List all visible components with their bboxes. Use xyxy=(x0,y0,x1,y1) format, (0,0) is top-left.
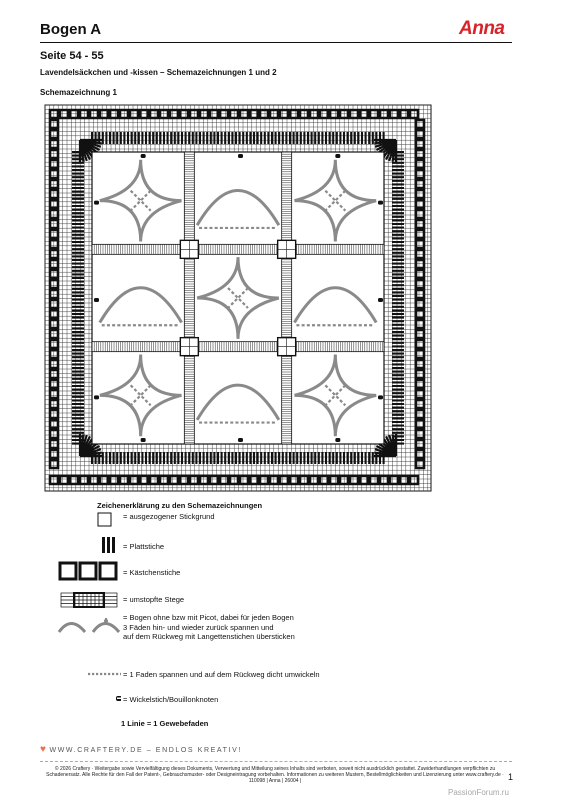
legend-title: Zeichenerklärung zu den Schemazeichnungen xyxy=(97,501,263,510)
legend-text-arch: = Bogen ohne bzw mit Picot, dabei für jeden Bogen 3 Fäden hin- und wieder zurück spannen und auf dem Rückweg mit Langettenstichen übersticken xyxy=(123,613,295,641)
footer-divider xyxy=(40,761,512,762)
schema-bullion-knot-02 xyxy=(94,201,99,205)
watermark: PassionForum.ru xyxy=(448,788,509,797)
legend-note: 1 Linie = 1 Gewebefaden xyxy=(121,719,209,728)
schema-bullion-knot-00 xyxy=(141,154,146,158)
anna-logo: Anna xyxy=(459,18,505,39)
brand-line xyxy=(40,744,242,755)
schema-bullion-knot-20 xyxy=(335,154,340,158)
legend-text-wrapped: = 1 Faden spannen und auf dem Rückweg dicht umwickeln xyxy=(123,670,320,679)
schema-bullion-knot-13 xyxy=(378,298,383,302)
legend-text-ground: = ausgezogener Stickgrund xyxy=(123,512,215,521)
copyright-notice: © 2026 Craftery · Weitergabe sowie Vervielfältigung dieses Dokuments, Verwertung und Mitteilung seines Inhalts sind verboten, soweit nicht ausdrücklich gestattet. Zuwiderhandlungen verpflichten zu Schadenersatz. Alle Rechte für den Fall der Patent-, Gebrauchsmuster- oder Designeintragung vorbehalten. Informationen zu weiteren Mustern, Bestellmöglichkeiten und Lizenzierung unter www.craftery.de · 110098 | Anna | 26004 | xyxy=(46,766,504,785)
heart-icon: ♥ xyxy=(40,744,46,755)
bullion-knot-icon xyxy=(57,694,121,724)
schema-bullion-knot-23 xyxy=(378,395,383,399)
page-reference: Seite 54 - 55 xyxy=(40,50,104,62)
embroidery-schema-diagram xyxy=(40,100,440,496)
legend-text-satin: = Plattstiche xyxy=(123,542,165,551)
page-number: 1 xyxy=(508,772,514,782)
schema-bullion-knot-03 xyxy=(378,201,383,205)
schema-bullion-knot-01 xyxy=(141,438,146,442)
legend-row-arch xyxy=(57,613,497,643)
legend-text-bar: = umstopfte Stege xyxy=(123,595,185,604)
box-stitch-icon xyxy=(57,560,121,590)
legend-text-box: = Kästchenstiche xyxy=(123,568,181,577)
header-divider xyxy=(40,42,512,43)
legend-text-bullion: = Wickelstich/Bouillonknoten xyxy=(123,695,219,704)
schema-bullion-knot-22 xyxy=(94,395,99,399)
brand-text: WWW.CRAFTERY.DE – ENDLOS KREATIV! xyxy=(49,747,242,754)
legend-row-box xyxy=(57,560,497,590)
schema-bullion-knot-21 xyxy=(335,438,340,442)
schema-bullion-knot-11 xyxy=(238,438,243,442)
arch-picot-icon xyxy=(57,613,121,643)
sheet-title: Bogen A xyxy=(40,21,102,38)
schema-bullion-knot-10 xyxy=(238,154,243,158)
pattern-subtitle: Lavendelsäckchen und -kissen – Schemazeichnungen 1 und 2 xyxy=(40,68,277,77)
schema-label: Schemazeichnung 1 xyxy=(40,88,117,97)
schema-bullion-knot-12 xyxy=(94,298,99,302)
